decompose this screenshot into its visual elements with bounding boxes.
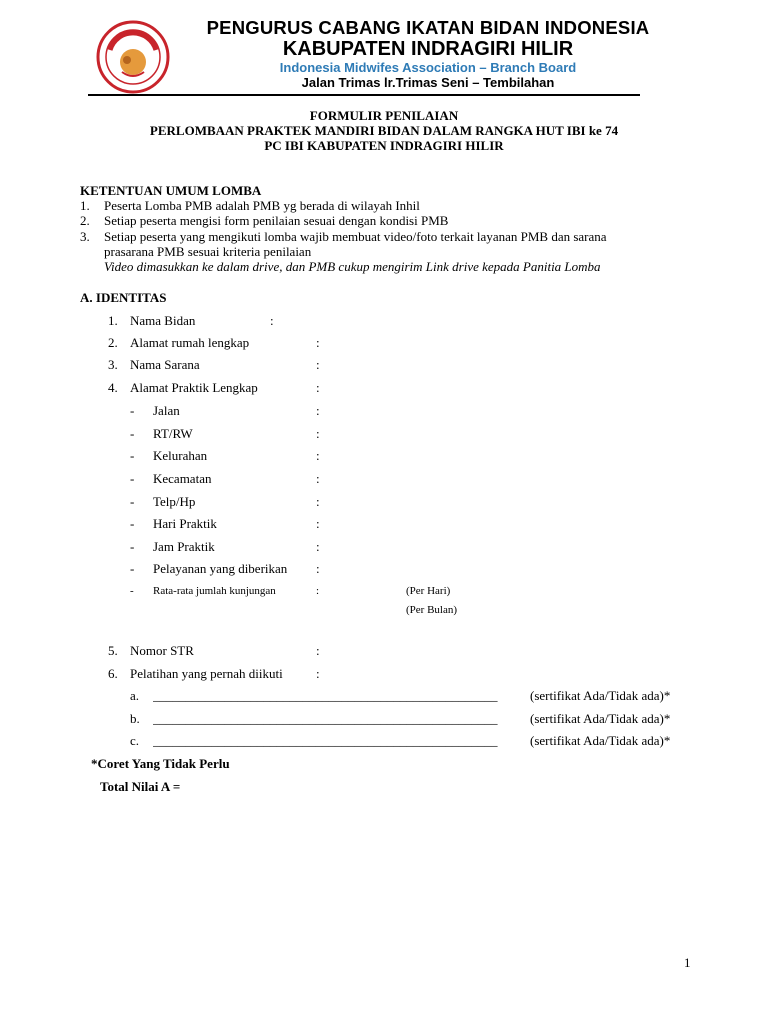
org-subtitle: Indonesia Midwifes Association – Branch Board bbox=[279, 60, 577, 75]
field-label-nama-bidan: Nama Bidan bbox=[130, 313, 196, 328]
rules-note: Video dimasukkan ke dalam drive, dan PMB cukup mengirim Link drive kepada Panitia Lomba bbox=[104, 259, 601, 274]
training-suffix: (sertifikat Ada/Tidak ada)* bbox=[530, 688, 671, 703]
sub-dash: - bbox=[130, 448, 135, 463]
sub-dash: - bbox=[130, 561, 135, 576]
field-colon: : bbox=[316, 335, 320, 350]
field-num: 2. bbox=[108, 335, 118, 350]
sub-dash: - bbox=[130, 403, 135, 418]
field-label-nomor-str: Nomor STR bbox=[130, 643, 194, 658]
rule-num: 3. bbox=[80, 229, 90, 244]
field-num: 3. bbox=[108, 357, 118, 372]
field-colon: : bbox=[316, 494, 320, 509]
field-colon: : bbox=[316, 585, 320, 597]
field-colon: : bbox=[316, 561, 320, 576]
sub-dash: - bbox=[130, 516, 135, 531]
sub-label-hari-praktik: Hari Praktik bbox=[153, 516, 217, 531]
sub-dash: - bbox=[130, 471, 135, 486]
training-letter: c. bbox=[130, 733, 140, 748]
rule-text: Peserta Lomba PMB adalah PMB yg berada di wilayah Inhil bbox=[104, 198, 420, 213]
org-address: Jalan Trimas lr.Trimas Seni – Tembilahan bbox=[301, 75, 555, 90]
sub-label-jalan: Jalan bbox=[153, 403, 180, 418]
field-label-pelatihan: Pelatihan yang pernah diikuti bbox=[130, 666, 283, 681]
training-letter: a. bbox=[130, 688, 140, 703]
form-subtitle-2: PC IBI KABUPATEN INDRAGIRI HILIR bbox=[264, 138, 504, 153]
sub-dash: - bbox=[130, 585, 134, 597]
field-num: 5. bbox=[108, 643, 118, 658]
sub-label-pelayanan: Pelayanan yang diberikan bbox=[153, 561, 288, 576]
field-num: 6. bbox=[108, 666, 118, 681]
field-colon: : bbox=[316, 380, 320, 395]
field-label-alamat-rumah: Alamat rumah lengkap bbox=[130, 335, 250, 350]
field-colon: : bbox=[316, 471, 320, 486]
rule-text-cont: prasarana PMB sesuai kriteria penilaian bbox=[104, 244, 312, 259]
sub-dash: - bbox=[130, 426, 135, 441]
footnote: *Coret Yang Tidak Perlu bbox=[91, 756, 230, 771]
field-label-alamat-praktik: Alamat Praktik Lengkap bbox=[130, 380, 258, 395]
training-blank-line: _____________________________________________________ bbox=[153, 688, 498, 703]
ibi-logo bbox=[96, 20, 170, 94]
field-colon: : bbox=[316, 426, 320, 441]
per-hari-label: (Per Hari) bbox=[406, 585, 451, 597]
field-colon: : bbox=[316, 643, 320, 658]
field-num: 4. bbox=[108, 380, 118, 395]
page-number: 1 bbox=[684, 955, 691, 970]
training-blank-line: _____________________________________________________ bbox=[153, 711, 498, 726]
field-colon: : bbox=[316, 403, 320, 418]
sub-label-kecamatan: Kecamatan bbox=[153, 471, 212, 486]
per-bulan-label: (Per Bulan) bbox=[406, 604, 458, 616]
field-label-nama-sarana: Nama Sarana bbox=[130, 357, 200, 372]
training-suffix: (sertifikat Ada/Tidak ada)* bbox=[530, 711, 671, 726]
sub-dash: - bbox=[130, 494, 135, 509]
rule-num: 1. bbox=[80, 198, 90, 213]
org-name-line1: PENGURUS CABANG IKATAN BIDAN INDONESIA bbox=[206, 17, 650, 38]
section-identitas-heading: A. IDENTITAS bbox=[80, 290, 167, 305]
rule-text: Setiap peserta yang mengikuti lomba wajib membuat video/foto terkait layanan PMB dan sarana bbox=[104, 229, 607, 244]
rule-num: 2. bbox=[80, 213, 90, 228]
sub-label-kelurahan: Kelurahan bbox=[153, 448, 208, 463]
letterhead-divider bbox=[88, 94, 640, 96]
sub-label-rtrw: RT/RW bbox=[153, 426, 193, 441]
field-colon: : bbox=[270, 313, 274, 328]
rules-heading: KETENTUAN UMUM LOMBA bbox=[80, 183, 262, 198]
field-colon: : bbox=[316, 448, 320, 463]
field-num: 1. bbox=[108, 313, 118, 328]
field-colon: : bbox=[316, 357, 320, 372]
org-name-line2: KABUPATEN INDRAGIRI HILIR bbox=[282, 38, 574, 60]
form-title: FORMULIR PENILAIAN bbox=[309, 108, 459, 123]
sub-label-jam-praktik: Jam Praktik bbox=[153, 539, 215, 554]
rule-text: Setiap peserta mengisi form penilaian sesuai dengan kondisi PMB bbox=[104, 213, 449, 228]
field-colon: : bbox=[316, 666, 320, 681]
total-nilai-a: Total Nilai A = bbox=[100, 779, 181, 794]
form-subtitle: PERLOMBAAN PRAKTEK MANDIRI BIDAN DALAM RANGKA HUT IBI ke 74 bbox=[149, 123, 619, 138]
field-colon: : bbox=[316, 539, 320, 554]
sub-label-telp: Telp/Hp bbox=[153, 494, 196, 509]
training-suffix: (sertifikat Ada/Tidak ada)* bbox=[530, 733, 671, 748]
field-colon: : bbox=[316, 516, 320, 531]
sub-dash: - bbox=[130, 539, 135, 554]
training-letter: b. bbox=[130, 711, 140, 726]
sub-label-kunjungan: Rata-rata jumlah kunjungan bbox=[153, 585, 276, 597]
training-blank-line: _____________________________________________________ bbox=[153, 733, 498, 748]
